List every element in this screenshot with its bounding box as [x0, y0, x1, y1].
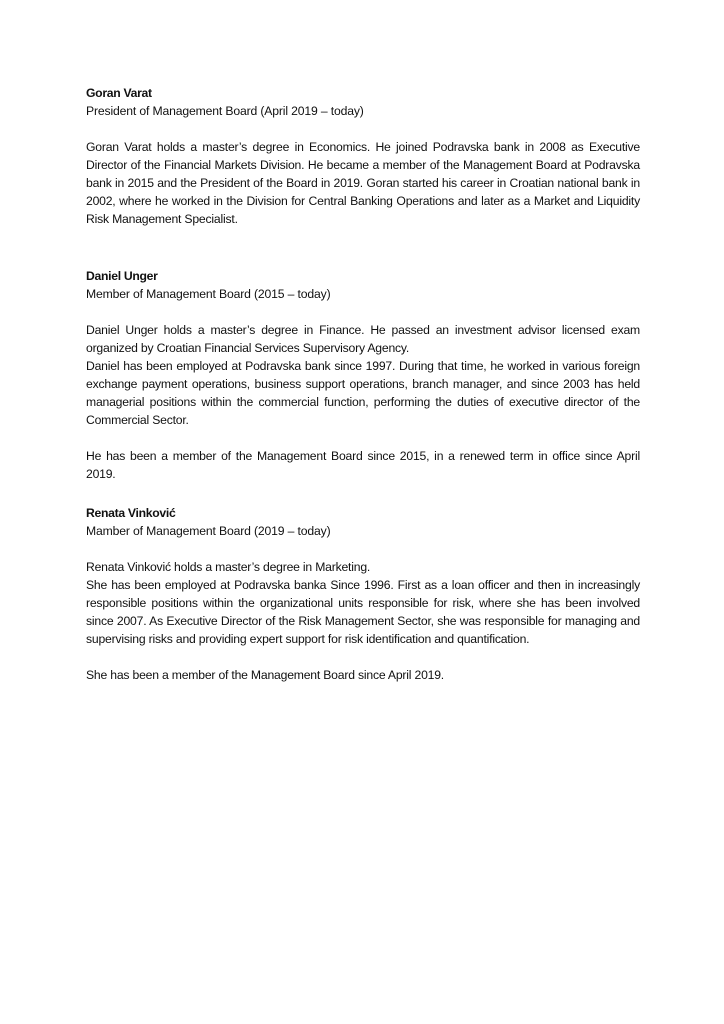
member-section-daniel-unger — [86, 268, 640, 483]
member-bio-paragraph: Renata Vinković holds a master’s degree in Marketing. — [86, 560, 371, 574]
member-name: Daniel Unger — [86, 269, 158, 283]
member-section-renata-vinkovic — [86, 505, 640, 684]
member-name: Renata Vinković — [86, 506, 176, 520]
member-section-goran-varat — [86, 85, 640, 228]
member-bio-paragraph: Goran Varat holds a master’s degree in Economics. He joined Podravska bank in 2008 as Executive Director of the Financial Markets Division. He became a member of the Management Board at Podravska bank in 2015 and the President of the Board in 2019. Goran started his career in Croatian national bank in 2002, where he worked in the Division for Central Banking Operations and later as a Market and Liquidity Risk Management Specialist. — [86, 140, 640, 226]
member-role: President of Management Board (April 2019 – today) — [86, 104, 364, 118]
member-bio-paragraph: Daniel has been employed at Podravska bank since 1997. During that time, he worked in various foreign exchange payment operations, business support operations, branch manager, and since 2003 has held managerial positions within the commercial function, performing the duties of executive director of the Commercial Sector. — [86, 359, 640, 427]
member-bio-paragraph: She has been a member of the Management Board since April 2019. — [86, 668, 444, 682]
member-bio-paragraph: He has been a member of the Management Board since 2015, in a renewed term in office since April 2019. — [86, 449, 640, 481]
document-page — [86, 85, 640, 684]
member-name: Goran Varat — [86, 86, 152, 100]
member-bio-paragraph: Daniel Unger holds a master’s degree in Finance. He passed an investment advisor licensed exam organized by Croatian Financial Services Supervisory Agency. — [86, 323, 640, 355]
member-role: Mamber of Management Board (2019 – today) — [86, 524, 331, 538]
member-role: Member of Management Board (2015 – today) — [86, 287, 331, 301]
member-bio-paragraph: She has been employed at Podravska banka Since 1996. First as a loan officer and then in increasingly responsible positions within the organizational units responsible for risk, where she has been involved since 2007. As Executive Director of the Risk Management Sector, she was responsible for managing and supervising risks and providing expert support for risk identification and quantification. — [86, 578, 640, 646]
